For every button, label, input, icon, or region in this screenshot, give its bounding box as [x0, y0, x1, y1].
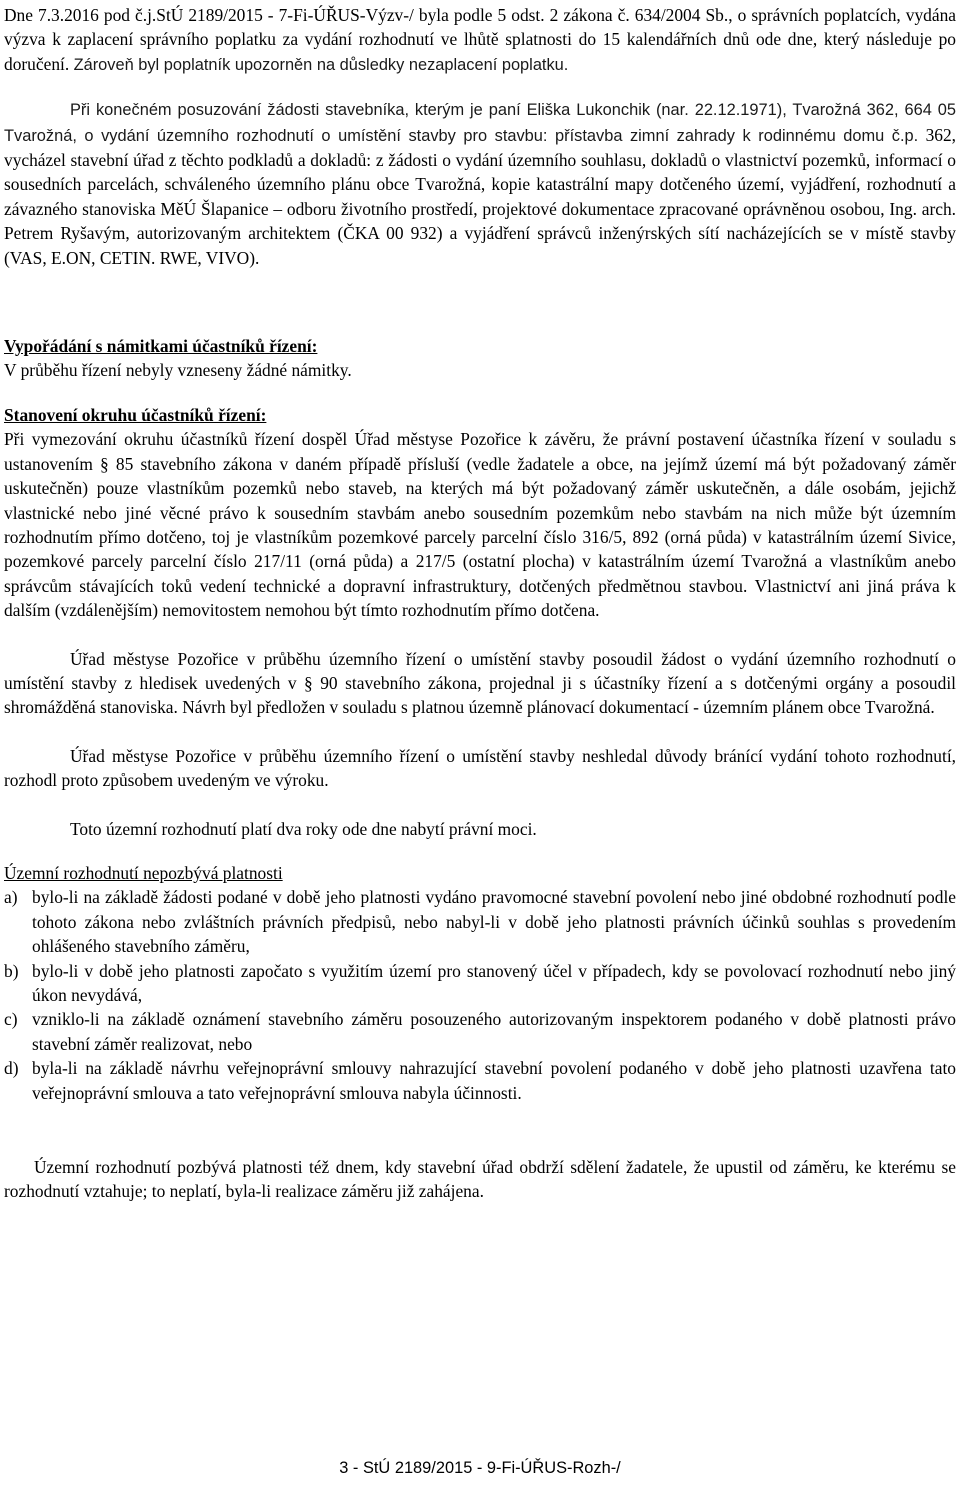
list-item — [4, 959, 956, 1008]
objections-section — [4, 334, 956, 383]
list-item — [4, 1056, 956, 1105]
list-item — [4, 885, 956, 958]
list-item-text: vzniklo-li na základě oznámení stavebního záměru posouzeného autorizovaným inspektorem podaného v době platnosti právo stavební záměr realizovat, nebo — [32, 1009, 956, 1054]
participants-heading: Stanovení okruhu účastníků řízení: — [4, 404, 267, 425]
decision-paragraph: Úřad městyse Pozořice v průběhu územního řízení o umístění stavby neshledal důvody bránící vydání tohoto rozhodnutí, rozhodl proto způsobem uvedeným ve výroku. — [4, 745, 956, 791]
list-item-text: bylo-li na základě žádosti podané v době jeho platnosti vydáno pravomocné stavební povolení nebo jiné obdobné rozhodnutí podle tohoto zákona nebo zvláštních právních předpisů, nebo nabyl-li v době jeho platnosti právních účinků souhlas s provedením ohlášeného stavebního záměru, — [32, 887, 956, 957]
expiry-heading: Územní rozhodnutí nepozbývá platnosti — [4, 862, 283, 883]
assessment-applicant-text: Při konečném posuzování žádosti stavebníka, kterým je paní Eliška Lukonchik (nar. 22.12.1971), Tvarožná 362, 664 05 Tvarožná, o vydání územního rozhodnutí o umístění stavby pro stavbu: přístavba zimní zahrady k rodinnému domu č.p. — [4, 101, 956, 145]
objections-heading: Vypořádání s námitkami účastníků řízení: — [4, 336, 318, 357]
list-item-marker: c) — [4, 1009, 18, 1030]
closing-paragraph: Územní rozhodnutí pozbývá platnosti též dnem, kdy stavební úřad obdrží sdělení žadatele, že upustil od záměru, ke kterému se rozhodnutí vztahuje; to neplatí, byla-li realizace záměru již zahájena. — [4, 1157, 956, 1202]
list-item-marker: a) — [4, 887, 18, 908]
objections-text: V průběhu řízení nebyly vzneseny žádné námitky. — [4, 360, 352, 381]
expiry-heading-line — [4, 861, 956, 885]
fee-notice-warning: Zároveň byl poplatník upozorněn na důsledky nezaplacení poplatku. — [73, 55, 569, 74]
list-item-marker: b) — [4, 960, 19, 981]
participants-text: Při vymezování okruhu účastníků řízení dospěl Úřad městyse Pozořice k závěru, že právní postavení účastníka řízení v souladu s ustanovením § 85 stavebního zákona v daném případě přísluší (vedle žadatele a obce, na jejímž území má být požadovaný záměr uskutečněn) pouze vlastníkům pozemků nebo staveb, na kterých má být požadovaný záměr uskutečněn, a dále osobám, jejichž vlastnické nebo jiné věcné právo k sousedním stavbám anebo sousedním pozemkům nebo stavbám na nich může být územním rozhodnutím přímo dotčeno, toj je vlastníkům pozemkové parcely parcelní číslo 316/5, 892 (orná půda) v katastrálním území Sivice, pozemkové parcely parcelní číslo 217/11 (orná půda) a 217/5 (ostatní plocha) v katastrálním území Tvarožná a vlastníkům anebo správcům stávajících toků vedení technické a dopravní infrastruktury, dotčených předmětnou stavbou. Vlastnictví ani jiná práva k dalším (vzdálenějším) nemovitostem nemohou být tímto rozhodnutím přímo dotčena. — [4, 429, 956, 621]
review-paragraph: Úřad městyse Pozořice v průběhu územního řízení o umístění stavby posoudil žádost o vydání územního rozhodnutí o umístění stavby z hledisek uvedených v § 90 stavebního zákona, projednal ji s účastníky řízení a s dotčenými orgány a posoudil shromážděná stanoviska. Návrh byl předložen v souladu s platnou územně plánovací dokumentací - územním plánem obce Tvarožná. — [4, 648, 956, 718]
assessment-documents-text: 362, vycházel stavební úřad z těchto podkladů a dokladů: z žádosti o vydání územního souhlasu, dokladů o vlastnictví pozemků, informací o sousedních parcelách, schváleného územního plánu obce Tvarožná, kopie katastrální mapy dotčeného území, vyjádření, rozhodnutí a závazného stanoviska MěÚ Šlapanice – odboru životního prostředí, projektové dokumentace zpracované oprávněnou osobou, Ing. arch. Petrem Ryšavým, autorizovaným architektem (ČKA 00 932) a vyjádření správců inženýrských sítí nacházejících se v místě stavby (VAS, E.ON, CETIN. RWE, VIVO). — [4, 124, 956, 268]
assessment-paragraph — [4, 97, 956, 270]
page-footer: 3 - StÚ 2189/2015 - 9-Fi-ÚŘUS-Rozh-/ — [339, 1459, 621, 1477]
fee-notice-line: Dne 7.3.2016 pod č.j.StÚ 2189/2015 - 7-Fi-ÚŘUS-Výzv-/ byla podle 5 odst. 2 zákona č. 634/2004 — [4, 5, 701, 25]
document-page — [4, 3, 956, 1204]
list-item-marker: d) — [4, 1058, 19, 1079]
expiry-conditions-list — [4, 885, 956, 1105]
fee-notice-continuation: Sb., o správních poplatcích, vydána výzva k zaplacení správního poplatku za vydání rozhodnutí ve lhůtě splatnosti do 15 kalendářních dnů ode dne, který následuje po doručení. — [4, 5, 956, 74]
fee-notice-paragraph — [4, 3, 956, 77]
list-item-text: byla-li na základě návrhu veřejnoprávní smlouvy nahrazující stavební povolení podaného v době jeho platnosti uzavřena tato veřejnoprávní smlouva a tato veřejnoprávní smlouva nabyla účinnosti. — [32, 1058, 956, 1103]
participants-section — [4, 403, 956, 623]
list-item-text: bylo-li v době jeho platnosti započato s využitím území pro stanovený účel v případech, kdy se povolovací rozhodnutí nebo jiný úkon nevydává, — [32, 960, 956, 1005]
validity-paragraph: Toto územní rozhodnutí platí dva roky ode dne nabytí právní moci. — [70, 818, 537, 839]
list-item — [4, 1007, 956, 1056]
